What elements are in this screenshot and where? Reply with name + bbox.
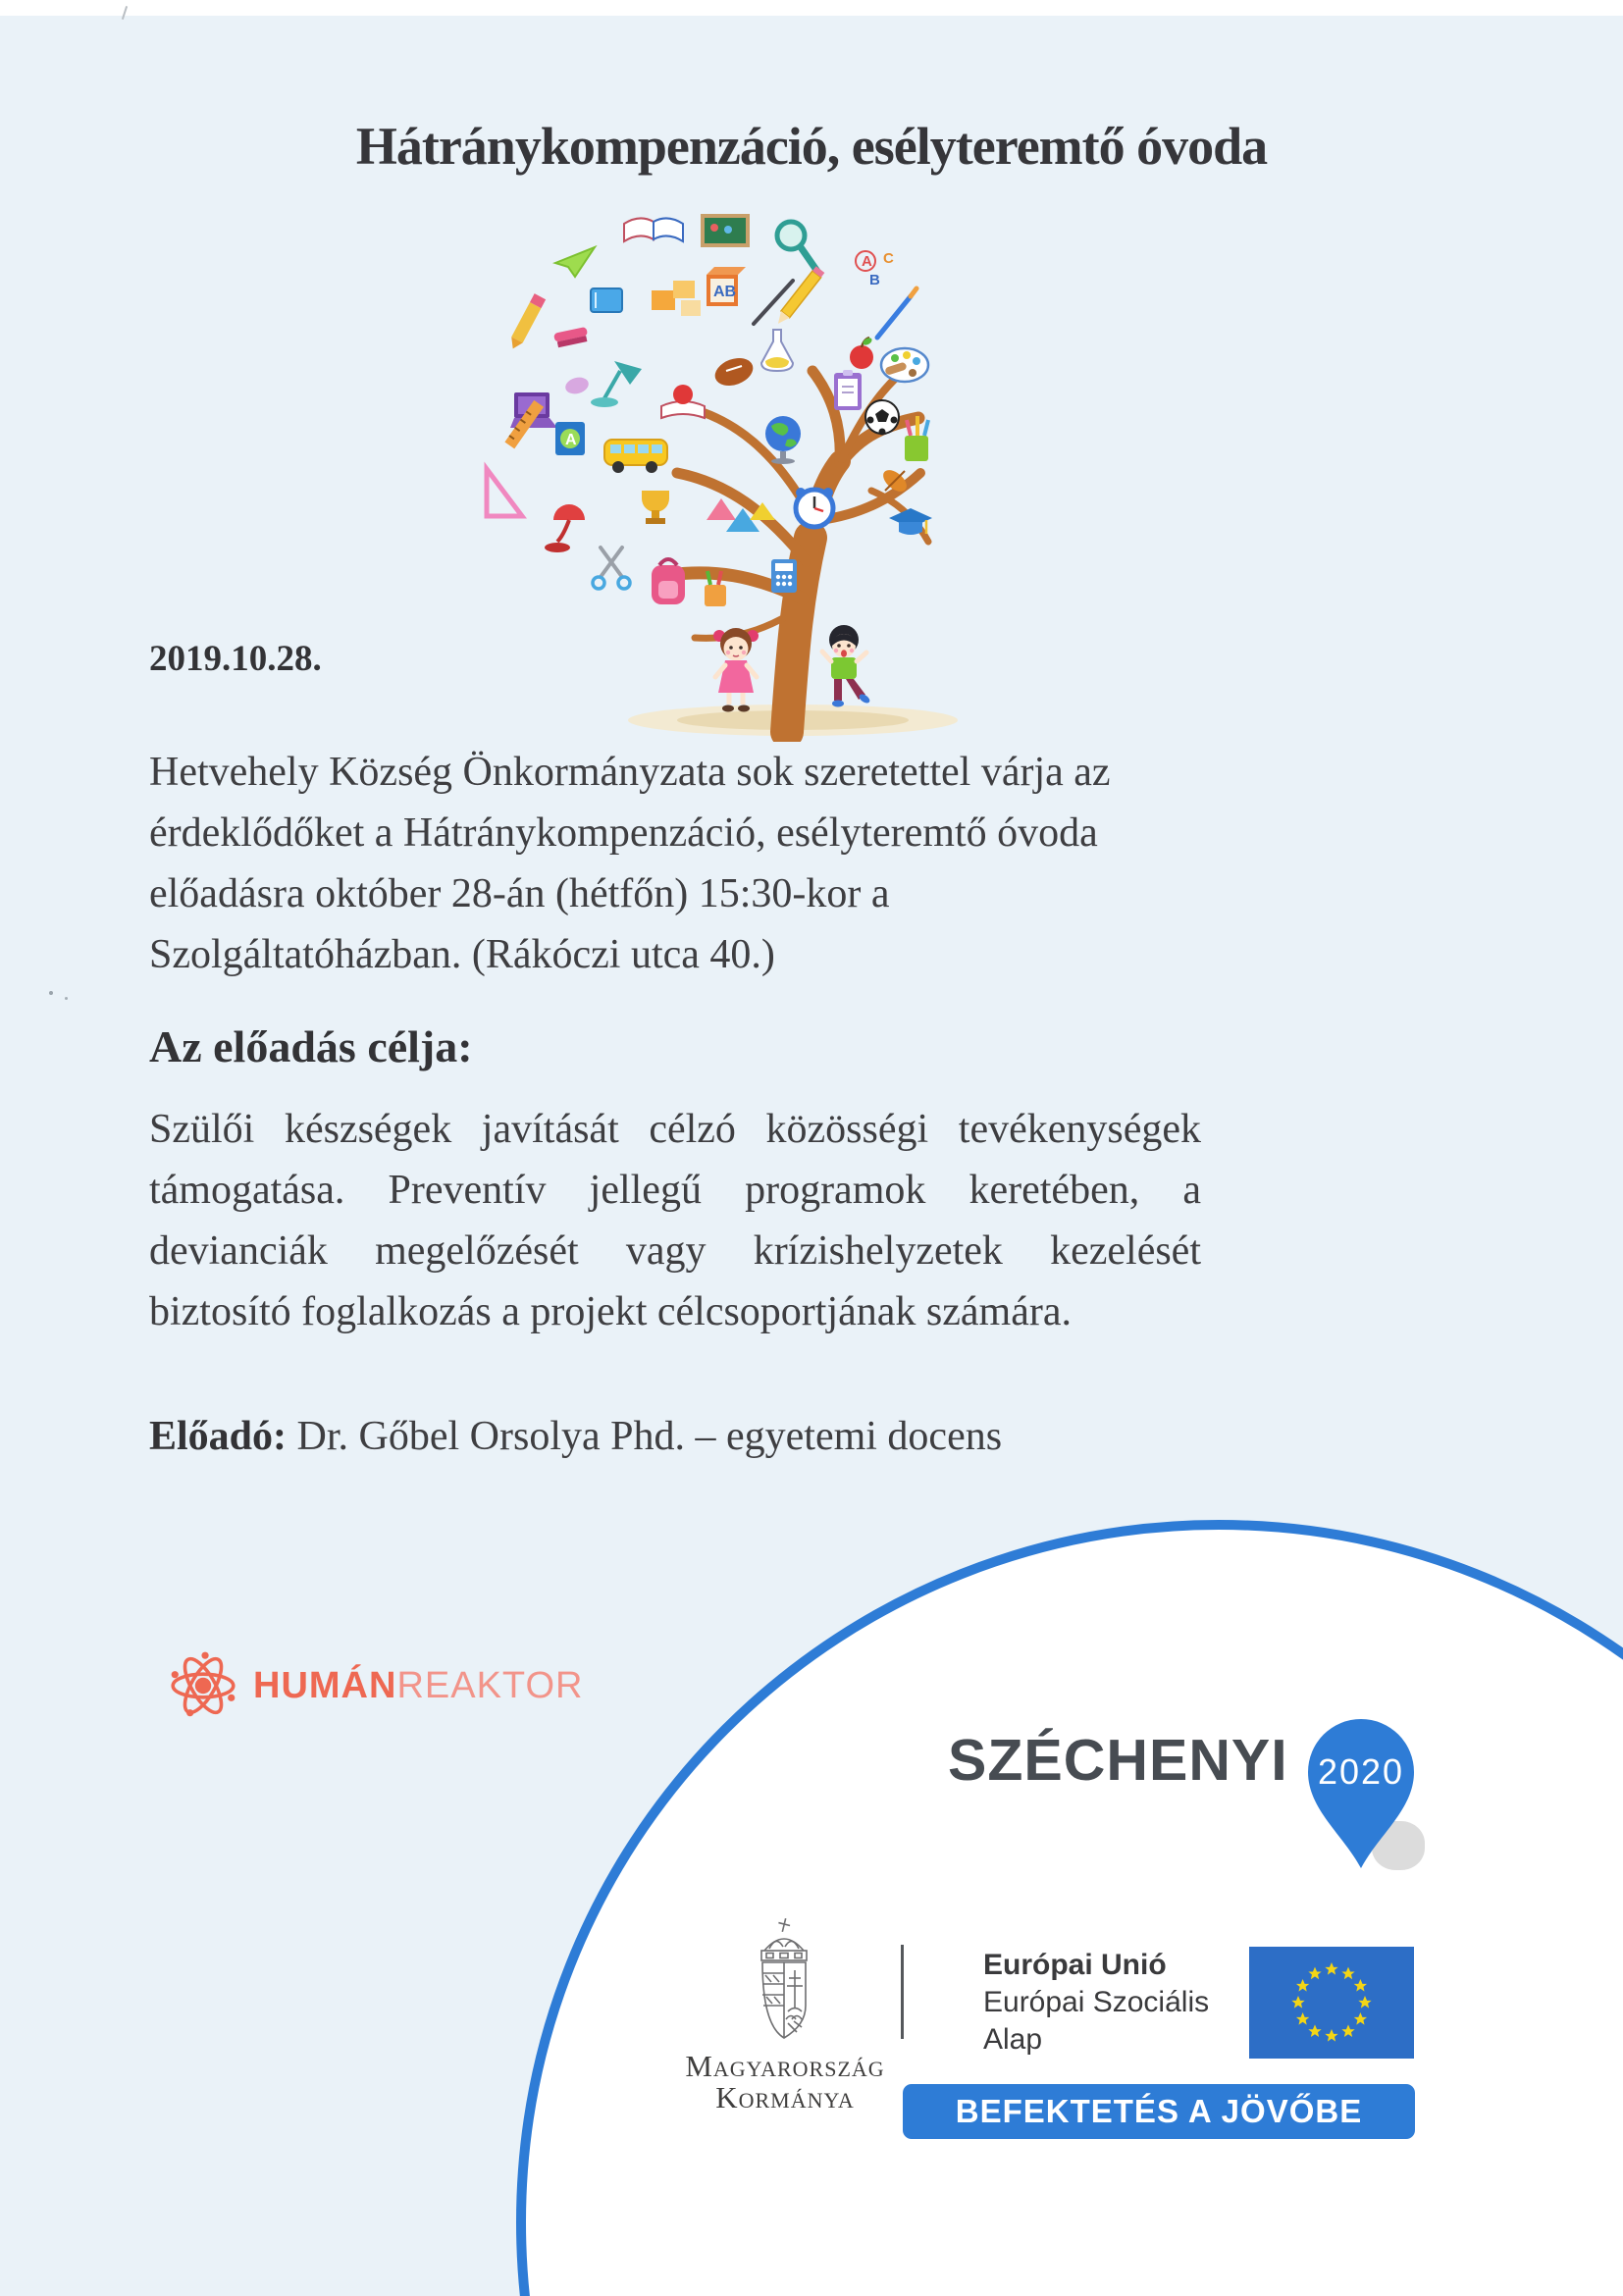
apple-icon <box>850 337 873 369</box>
pen-icon <box>877 288 916 338</box>
flask-icon <box>761 330 793 371</box>
goal-heading: Az előadás célja: <box>149 1021 473 1071</box>
pencil-icon <box>774 266 825 327</box>
goal-line: devianciák megelőzését vagy krízishelyzetek kezelését <box>149 1228 1201 1274</box>
intro-line: érdeklődőket a Hátránykompenzáció, esélyteremtő óvoda <box>149 810 1098 856</box>
red-lamp-icon <box>545 504 585 552</box>
eu-line2: Európai Szociális <box>983 1986 1210 2018</box>
szechenyi-wordmark: SZÉCHENYI <box>948 1728 1288 1793</box>
eraser-icon <box>563 375 590 396</box>
paper-plane-icon <box>555 247 595 277</box>
girl-child-figure <box>713 628 759 712</box>
trophy-icon <box>642 491 669 524</box>
event-date: 2019.10.28. <box>149 639 322 679</box>
abc-letters-icon <box>856 250 894 288</box>
stapler-icon <box>553 327 589 348</box>
intro-line: Szolgáltatóházban. (Rákóczi utca 40.) <box>149 932 775 977</box>
palette-icon <box>881 348 928 382</box>
presenter-name: Dr. Gőbel Orsolya Phd. – egyetemi docens <box>287 1414 1003 1459</box>
pin-year-label: 2020 <box>1317 1751 1405 1792</box>
calculator-icon <box>771 559 797 593</box>
svg-text:C: C <box>883 250 894 267</box>
presenter-line <box>149 1413 1002 1460</box>
humanreaktor-wordmark-bold: HUMÁN <box>253 1664 397 1706</box>
apple-on-book-icon <box>661 385 705 418</box>
humanreaktor-wordmark-light: REAKTOR <box>396 1664 584 1706</box>
chalkboard-icon <box>703 216 748 245</box>
humanreaktor-wordmark <box>253 1665 583 1707</box>
triangle-ruler-icon <box>487 469 522 516</box>
abc-cube-icon <box>707 267 746 306</box>
building-blocks-icon <box>652 281 701 316</box>
goal-paragraph <box>149 1099 1201 1342</box>
football-icon <box>711 353 757 391</box>
pencil-cup-icon <box>905 416 928 461</box>
desk-lamp-icon <box>591 361 642 407</box>
presenter-label: Előadó: <box>149 1414 288 1459</box>
svg-text:B: B <box>869 272 880 288</box>
scissors-icon <box>593 548 630 589</box>
education-tree-illustration <box>459 186 973 742</box>
hungarian-coat-of-arms-icon <box>748 1917 820 2054</box>
open-book-icon <box>624 218 683 241</box>
atom-icon <box>165 1647 241 1724</box>
goal-line: Szülői készségek javítását célzó közösségi tevékenységek <box>149 1107 1201 1152</box>
school-bus-icon <box>604 440 667 473</box>
goal-line: támogatása. Preventív jellegű programok keretében, a <box>149 1168 1201 1213</box>
clipboard-icon <box>834 370 862 410</box>
government-wordmark <box>640 2051 930 2113</box>
eu-flag-icon <box>1249 1947 1414 2063</box>
eu-divider-line <box>901 1945 904 2039</box>
intro-line: előadásra október 28-án (hétfőn) 15:30-kor a <box>149 871 890 916</box>
investment-banner: BEFEKTETÉS A JÖVŐBE <box>903 2084 1415 2139</box>
svg-text:AB: AB <box>713 284 737 300</box>
humanreaktor-logo <box>165 1646 583 1725</box>
marker-icon <box>507 293 547 351</box>
magnifier-icon <box>777 222 818 273</box>
notebook-icon <box>591 288 622 312</box>
backpack-icon <box>652 559 685 604</box>
alarm-clock-icon <box>796 488 833 527</box>
svg-text:A: A <box>862 253 872 270</box>
soccer-ball-icon <box>865 400 899 436</box>
eu-line3: Alap <box>983 2023 1043 2056</box>
government-line2: Kormánya <box>715 2080 855 2114</box>
government-line1: Magyarország <box>685 2049 885 2083</box>
svg-text:A: A <box>565 432 577 448</box>
eu-line1: Európai Unió <box>983 1949 1167 1981</box>
intro-line: Hetvehely Község Önkormányzata sok szeretettel várja az <box>149 750 1111 795</box>
footer-arc-panel <box>516 1520 1623 2296</box>
intro-paragraph <box>149 742 1219 985</box>
scan-artifact-dot <box>49 991 53 995</box>
boy-child-figure <box>822 625 871 707</box>
scan-edge-strip <box>0 0 1623 16</box>
page-title: Hátránykompenzáció, esélyteremtő óvoda <box>355 117 1268 176</box>
goal-line: biztosító foglalkozás a projekt célcsoportjának számára. <box>149 1289 1072 1334</box>
graduation-cap-icon <box>889 508 932 535</box>
eu-attribution <box>983 1947 1209 2059</box>
letter-book-icon <box>555 422 585 455</box>
location-pin-icon <box>1300 1711 1422 1879</box>
scan-artifact-dot <box>65 997 68 1000</box>
